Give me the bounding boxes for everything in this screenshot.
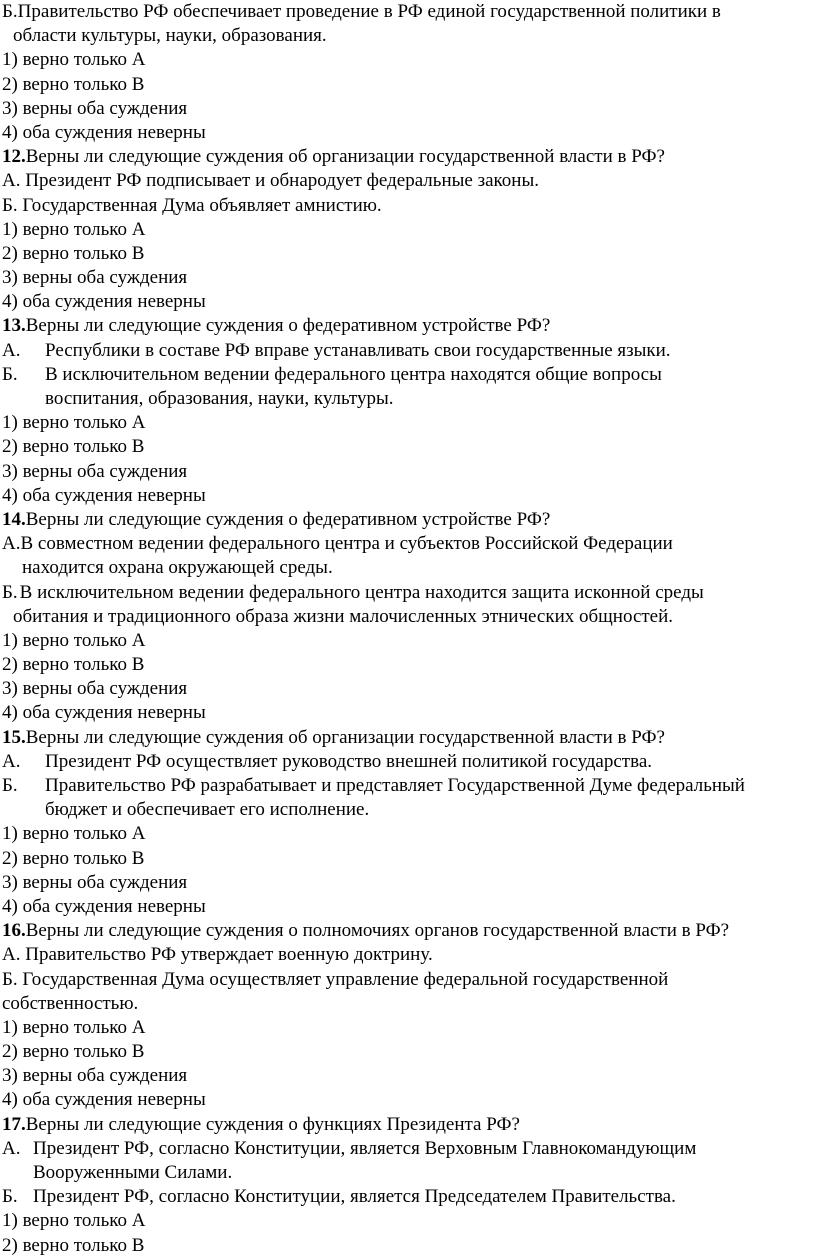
q16-statement-a: А. Правительство РФ утверждает военную доктрину.	[2, 944, 433, 966]
q11-statement-b-line1: Б.Правительство РФ обеспечивает проведение в РФ единой государственной политики в	[2, 1, 721, 22]
q16-text: Верны ли следующие суждения о полномочиях органов государственной власти в РФ?	[25, 920, 730, 942]
q17-a-mark: А.	[2, 1137, 21, 1159]
q16-number: 16.	[2, 920, 26, 942]
q15-option-1: 1) верно только А	[2, 823, 146, 845]
q13-statement-a	[2, 339, 814, 363]
q11-statement-b-line2: области культуры, науки, образования.	[13, 25, 327, 47]
q13-b-mark: Б.	[2, 363, 18, 385]
q17-b-mark: Б.	[2, 1186, 18, 1208]
q13-option-2: 2) верно только В	[2, 436, 145, 458]
q12-question	[2, 145, 814, 169]
q16-statement-b-line1: Б. Государственная Дума осуществляет управление федеральной государственной	[2, 968, 669, 990]
q17-number: 17.	[2, 1113, 26, 1135]
q16-option-2: 2) верно только В	[2, 1041, 145, 1063]
q12-option-3: 3) верны оба суждения	[2, 267, 188, 289]
q14-b-text: В исключительном ведении федерального центра находится защита исконной среды	[19, 581, 704, 603]
q13-question	[2, 314, 814, 338]
q14-option-4: 4) оба суждения неверны	[2, 702, 206, 724]
q17-statement-a-line2: Вооруженными Силами.	[33, 1162, 233, 1183]
q12-text: Верны ли следующие суждения об организации государственной власти в РФ?	[25, 146, 665, 168]
q14-question	[2, 508, 814, 532]
q17-a-text: Президент РФ, согласно Конституции, является Верховным Главнокомандующим	[33, 1137, 697, 1159]
q15-b-mark: Б.	[2, 775, 18, 796]
q14-text: Верны ли следующие суждения о федеративном устройстве РФ?	[25, 508, 551, 530]
q13-statement-b-line2: воспитания, образования, науки, культуры.	[45, 388, 394, 409]
q15-statement-a	[2, 750, 814, 774]
q17-statement-a-line1	[2, 1137, 814, 1161]
q14-statement-b-line2: обитания и традиционного образа жизни малочисленных этнических общностей.	[13, 605, 674, 627]
q14-option-3: 3) верны оба суждения	[2, 678, 188, 700]
q11-option-1: 1) верно только А	[2, 49, 146, 71]
q14-statement-b-line1	[2, 581, 814, 605]
q12-option-4: 4) оба суждения неверны	[2, 291, 206, 313]
q12-statement-a: А. Президент РФ подписывает и обнародует федеральные законы.	[2, 170, 539, 192]
q14-option-1: 1) верно только А	[2, 629, 146, 651]
q15-option-3: 3) верны оба суждения	[2, 871, 188, 893]
q14-number: 14.	[2, 508, 26, 530]
document-page	[2, 0, 814, 1258]
q13-option-4: 4) оба суждения неверны	[2, 484, 206, 506]
q11-option-4: 4) оба суждения неверны	[2, 121, 206, 143]
q13-a-text: Республики в составе РФ вправе устанавливать свои государственные языки.	[45, 339, 671, 361]
q17-b-text: Президент РФ, согласно Конституции, является Председателем Правительства.	[33, 1186, 676, 1208]
q13-option-3: 3) верны оба суждения	[2, 460, 188, 482]
q16-statement-b-line2: собственностью.	[2, 992, 139, 1014]
q16-option-4: 4) оба суждения неверны	[2, 1089, 206, 1111]
q16-question	[2, 919, 814, 943]
q12-statement-b: Б. Государственная Дума объявляет амнистию.	[2, 194, 382, 216]
q14-option-2: 2) верно только В	[2, 654, 145, 676]
q17-question	[2, 1113, 814, 1137]
q17-statement-b	[2, 1185, 814, 1209]
q16-option-1: 1) верно только А	[2, 1016, 146, 1038]
q11-option-3: 3) верны оба суждения	[2, 97, 188, 119]
q13-a-mark: А.	[2, 339, 21, 361]
q14-statement-a-line2: находится охрана окружающей среды.	[22, 557, 333, 579]
q17-text: Верны ли следующие суждения о функциях Президента РФ?	[25, 1113, 520, 1135]
q17-option-1: 1) верно только А	[2, 1210, 146, 1232]
q15-statement-b-line1	[2, 774, 814, 798]
q15-statement-b-line2: бюджет и обеспечивает его исполнение.	[45, 799, 370, 821]
q15-option-2: 2) верно только В	[2, 847, 145, 869]
q12-number: 12.	[2, 146, 26, 168]
q15-number: 15.	[2, 726, 26, 748]
q15-option-4: 4) оба суждения неверны	[2, 895, 206, 917]
q13-text: Верны ли следующие суждения о федеративном устройстве РФ?	[25, 315, 551, 337]
q13-b-text: В исключительном ведении федерального центра находятся общие вопросы	[45, 363, 662, 385]
q17-option-2: 2) верно только В	[2, 1234, 145, 1256]
q13-number: 13.	[2, 315, 26, 337]
q16-option-3: 3) верны оба суждения	[2, 1065, 188, 1087]
q14-b-mark: Б.	[2, 581, 18, 603]
q15-b-text: Правительство РФ разрабатывает и представляет Государственной Думе федеральный	[45, 775, 745, 796]
q14-statement-a-line1: А.В совместном ведении федерального центра и субъектов Российской Федерации	[2, 533, 673, 555]
q13-option-1: 1) верно только А	[2, 412, 146, 434]
q15-question	[2, 726, 814, 750]
q12-option-2: 2) верно только В	[2, 242, 145, 264]
q11-option-2: 2) верно только В	[2, 73, 145, 95]
q15-a-text: Президент РФ осуществляет руководство внешней политикой государства.	[45, 750, 653, 772]
q13-statement-b-line1	[2, 363, 814, 387]
q12-option-1: 1) верно только А	[2, 218, 146, 240]
q15-text: Верны ли следующие суждения об организации государственной власти в РФ?	[25, 726, 665, 748]
q15-a-mark: А.	[2, 750, 21, 772]
